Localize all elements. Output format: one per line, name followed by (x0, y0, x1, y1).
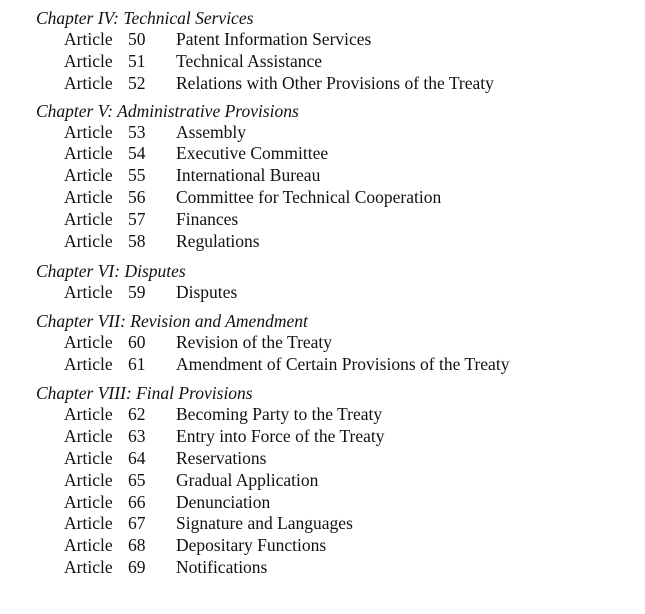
article-row (0, 282, 645, 304)
article-title: Amendment of Certain Provisions of the Treaty (176, 354, 510, 375)
article-label: Article (64, 557, 113, 578)
article-row (0, 448, 645, 470)
article-title: Reservations (176, 447, 267, 468)
article-row (0, 513, 645, 535)
article-title: Assembly (176, 121, 246, 142)
chapter-heading: Chapter V: Administrative Provisions (36, 100, 299, 121)
article-row (0, 165, 645, 187)
article-title: Executive Committee (176, 143, 329, 164)
article-row (0, 29, 645, 51)
article-row (0, 354, 645, 376)
article-label: Article (64, 469, 113, 490)
article-number: 58 (128, 230, 146, 251)
article-label: Article (64, 425, 113, 446)
chapter-section (0, 253, 645, 304)
article-label: Article (64, 230, 113, 251)
article-row (0, 535, 645, 557)
article-title: Disputes (176, 281, 238, 302)
article-number: 55 (128, 165, 146, 186)
chapter-section (0, 303, 645, 376)
article-title: Denunciation (176, 491, 271, 512)
article-title: Committee for Technical Cooperation (176, 187, 442, 208)
chapter-section (0, 95, 645, 253)
article-title: Entry into Force of the Treaty (176, 425, 385, 446)
article-number: 51 (128, 50, 146, 71)
article-label: Article (64, 535, 113, 556)
article-number: 69 (128, 557, 146, 578)
article-number: 61 (128, 354, 146, 375)
article-label: Article (64, 208, 113, 229)
article-number: 66 (128, 491, 146, 512)
article-label: Article (64, 281, 113, 302)
article-row (0, 470, 645, 492)
article-label: Article (64, 404, 113, 425)
article-row (0, 557, 645, 579)
article-row (0, 492, 645, 514)
article-title: Regulations (176, 230, 260, 251)
article-number: 56 (128, 187, 146, 208)
article-number: 54 (128, 143, 146, 164)
article-label: Article (64, 447, 113, 468)
article-label: Article (64, 50, 113, 71)
article-number: 53 (128, 121, 146, 142)
article-number: 67 (128, 513, 146, 534)
article-row (0, 51, 645, 73)
article-title: Relations with Other Provisions of the Treaty (176, 72, 494, 93)
article-row (0, 73, 645, 95)
article-number: 63 (128, 425, 146, 446)
article-title: Becoming Party to the Treaty (176, 404, 383, 425)
article-number: 52 (128, 72, 146, 93)
article-title: Gradual Application (176, 469, 319, 490)
article-title: Depositary Functions (176, 535, 327, 556)
article-title: Patent Information Services (176, 29, 372, 49)
article-row (0, 209, 645, 231)
article-row (0, 143, 645, 165)
chapter-heading: Chapter VI: Disputes (36, 260, 186, 281)
article-row (0, 332, 645, 354)
article-label: Article (64, 29, 113, 49)
article-number: 60 (128, 332, 146, 353)
article-label: Article (64, 332, 113, 353)
article-label: Article (64, 187, 113, 208)
article-title: International Bureau (176, 165, 321, 186)
article-number: 62 (128, 404, 146, 425)
chapter-section (0, 0, 645, 95)
article-title: Revision of the Treaty (176, 332, 333, 353)
article-title: Technical Assistance (176, 50, 323, 71)
article-label: Article (64, 354, 113, 375)
chapter-heading: Chapter VIII: Final Provisions (36, 383, 253, 404)
chapter-heading: Chapter VII: Revision and Amendment (36, 311, 308, 332)
article-label: Article (64, 165, 113, 186)
chapter-heading: Chapter IV: Technical Services (36, 8, 254, 28)
article-row (0, 404, 645, 426)
article-number: 65 (128, 469, 146, 490)
article-number: 68 (128, 535, 146, 556)
article-title: Notifications (176, 557, 268, 578)
article-row (0, 122, 645, 144)
chapter-section (0, 376, 645, 579)
article-label: Article (64, 72, 113, 93)
article-number: 57 (128, 208, 146, 229)
article-label: Article (64, 143, 113, 164)
article-title: Signature and Languages (176, 513, 353, 534)
article-label: Article (64, 491, 113, 512)
article-number: 59 (128, 281, 146, 302)
article-row (0, 187, 645, 209)
article-label: Article (64, 121, 113, 142)
article-row (0, 231, 645, 253)
article-label: Article (64, 513, 113, 534)
article-number: 64 (128, 447, 146, 468)
article-row (0, 426, 645, 448)
article-number: 50 (128, 29, 146, 49)
article-title: Finances (176, 208, 239, 229)
